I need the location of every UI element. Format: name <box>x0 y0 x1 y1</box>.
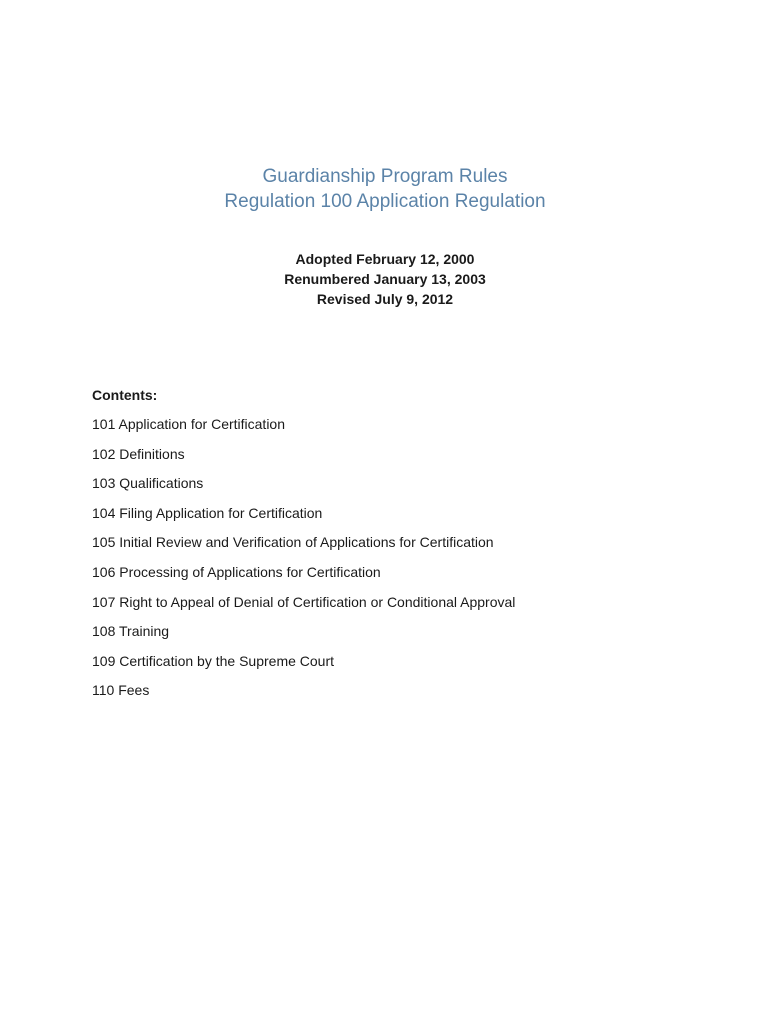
contents-item-108: 108 Training <box>92 623 170 640</box>
renumbered-date: Renumbered January 13, 2003 <box>284 271 486 287</box>
contents-item-106: 106 Processing of Applications for Certification <box>92 563 381 580</box>
contents-item-110: 110 Fees <box>92 682 150 699</box>
contents-item-104: 104 Filing Application for Certification <box>92 504 323 521</box>
contents-heading: Contents: <box>92 387 158 403</box>
revised-date: Revised July 9, 2012 <box>316 291 454 307</box>
title-block <box>0 164 770 214</box>
document-title: Guardianship Program Rules <box>262 166 508 187</box>
adopted-date: Adopted February 12, 2000 <box>295 251 475 267</box>
contents-item-109: 109 Certification by the Supreme Court <box>92 652 335 669</box>
document-subtitle: Regulation 100 Application Regulation <box>224 191 546 212</box>
contents-item-107: 107 Right to Appeal of Denial of Certification or Conditional Approval <box>92 593 516 610</box>
contents-item-105: 105 Initial Review and Verification of Applications for Certification <box>92 534 494 551</box>
contents-list <box>92 414 515 710</box>
dates-block <box>0 249 770 309</box>
contents-item-103: 103 Qualifications <box>92 475 204 492</box>
contents-item-101: 101 Application for Certification <box>92 416 285 432</box>
contents-item-102: 102 Definitions <box>92 445 185 462</box>
